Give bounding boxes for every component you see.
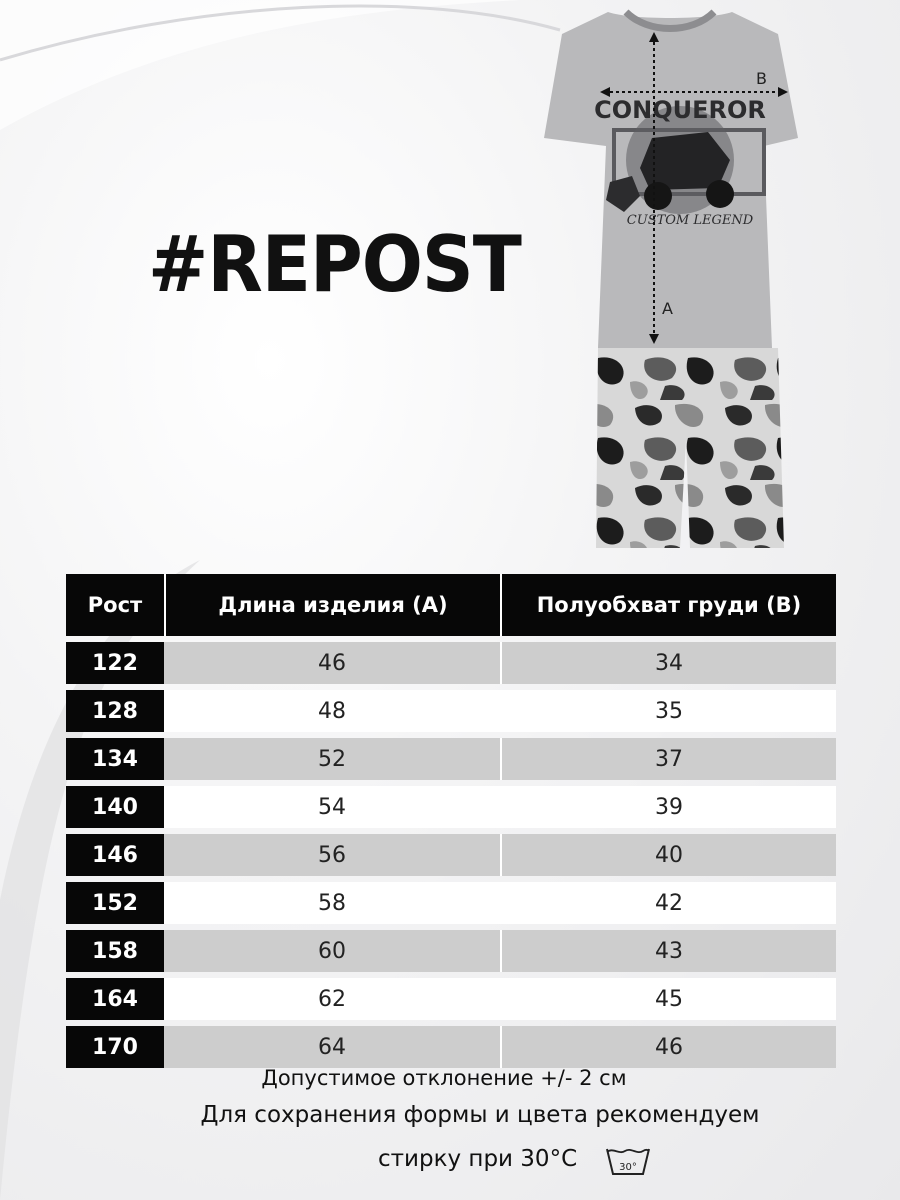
row-chest: 39 (500, 786, 836, 828)
size-table (66, 568, 836, 1074)
row-height: 140 (66, 786, 164, 828)
row-chest: 42 (500, 882, 836, 924)
table-row (66, 642, 836, 684)
row-chest: 40 (500, 834, 836, 876)
row-chest: 34 (500, 642, 836, 684)
care-note-line-2: стирку при 30°С (378, 1146, 578, 1172)
row-chest: 46 (500, 1026, 836, 1068)
row-length: 48 (164, 690, 500, 732)
row-length: 56 (164, 834, 500, 876)
row-chest: 45 (500, 978, 836, 1020)
wash-30-icon (604, 1146, 652, 1176)
table-row (66, 690, 836, 732)
table-header-row (66, 574, 836, 636)
table-row (66, 738, 836, 780)
row-chest: 37 (500, 738, 836, 780)
row-chest: 43 (500, 930, 836, 972)
row-length: 54 (164, 786, 500, 828)
svg-text:CUSTOM LEGEND: CUSTOM LEGEND (626, 213, 754, 228)
tolerance-note: Допустимое отклонение +/- 2 см (261, 1066, 627, 1090)
row-height: 158 (66, 930, 164, 972)
row-height: 128 (66, 690, 164, 732)
dimension-a-label: A (662, 299, 673, 318)
svg-text:30°: 30° (619, 1162, 637, 1173)
dimension-b-label: B (756, 69, 767, 88)
row-height: 146 (66, 834, 164, 876)
table-row (66, 834, 836, 876)
header-length: Длина изделия (А) (164, 574, 500, 636)
row-length: 60 (164, 930, 500, 972)
row-height: 122 (66, 642, 164, 684)
row-length: 46 (164, 642, 500, 684)
table-row (66, 978, 836, 1020)
header-height: Рост (66, 574, 164, 636)
table-row (66, 882, 836, 924)
table-row (66, 1026, 836, 1068)
row-length: 58 (164, 882, 500, 924)
row-length: 62 (164, 978, 500, 1020)
care-note-line-1: Для сохранения формы и цвета рекомендуем (200, 1102, 760, 1128)
row-length: 52 (164, 738, 500, 780)
table-row (66, 786, 836, 828)
brand-logo: #REPOST (148, 218, 521, 310)
table-row (66, 930, 836, 972)
row-height: 134 (66, 738, 164, 780)
svg-text:CONQUEROR: CONQUEROR (594, 96, 766, 124)
row-height: 170 (66, 1026, 164, 1068)
row-height: 164 (66, 978, 164, 1020)
header-chest: Полуобхват груди (В) (500, 574, 836, 636)
product-image (540, 0, 800, 560)
row-height: 152 (66, 882, 164, 924)
row-length: 64 (164, 1026, 500, 1068)
row-chest: 35 (500, 690, 836, 732)
